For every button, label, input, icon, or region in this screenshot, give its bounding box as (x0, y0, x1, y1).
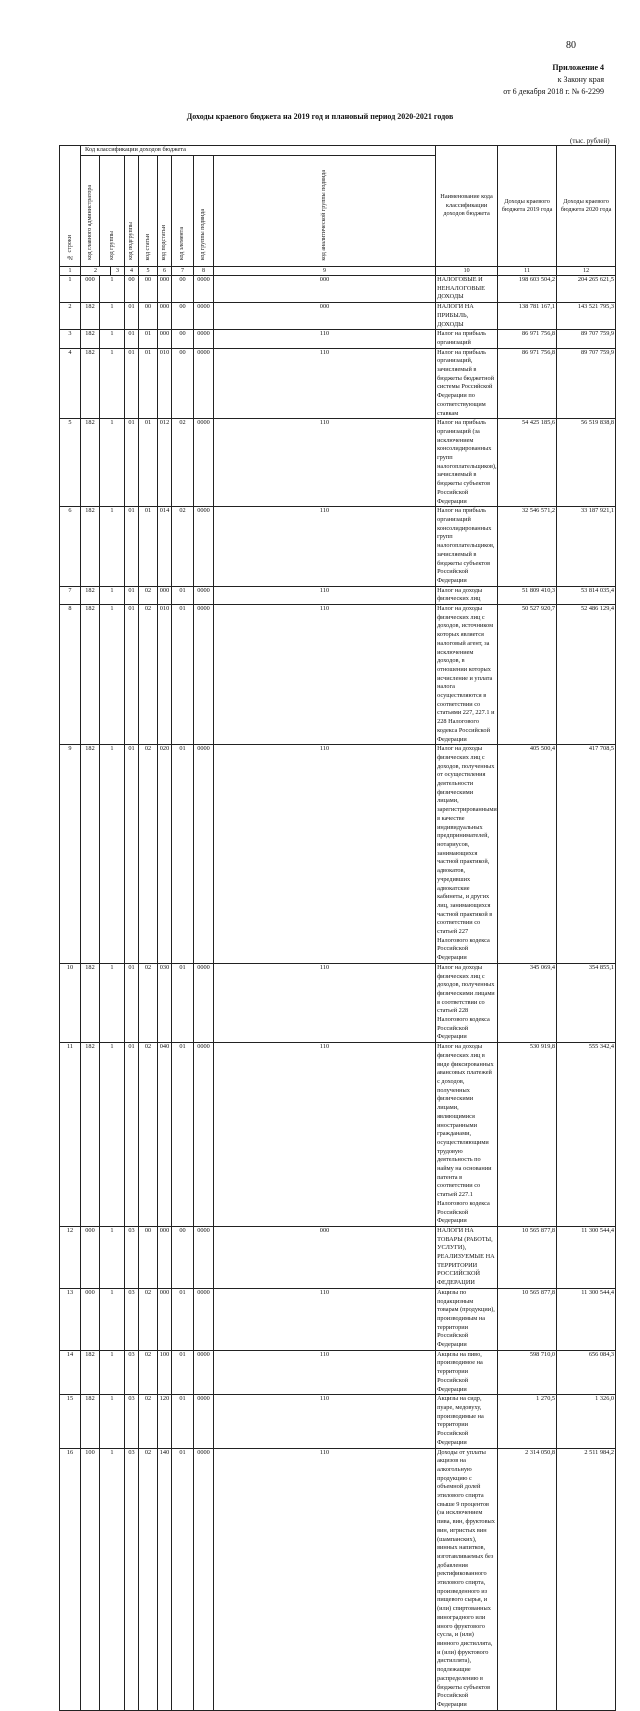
table-row (60, 1448, 616, 1710)
col-number: 2 (81, 267, 111, 276)
cell-element-code: 01 (172, 605, 194, 745)
cell-amount-2019: 32 546 571,2 (498, 507, 557, 586)
cell-amount-2019: 345 069,4 (498, 963, 557, 1042)
cell-admin-code: 182 (81, 419, 100, 507)
table-row (60, 303, 616, 330)
cell-article-code: 02 (139, 605, 158, 745)
cell-analytic-group-code: 110 (214, 507, 436, 586)
cell-subarticle-code: 000 (158, 586, 172, 604)
table-row (60, 1395, 616, 1448)
cell-row-number: 12 (60, 1226, 81, 1288)
cell-subtype-group-code: 0000 (194, 1043, 214, 1227)
cell-analytic-group-code: 000 (214, 1226, 436, 1288)
cell-subgroup-code: 01 (125, 963, 139, 1042)
page-number: 80 (566, 40, 576, 51)
cell-row-number: 7 (60, 586, 81, 604)
cell-element-code: 01 (172, 586, 194, 604)
table-row (60, 963, 616, 1042)
cell-subtype-group-code: 0000 (194, 1226, 214, 1288)
cell-amount-2019: 86 971 756,8 (498, 348, 557, 419)
header-code-group: Код классификации доходов бюджета (81, 146, 436, 156)
cell-article-code: 00 (139, 276, 158, 303)
col-number: 4 (125, 267, 139, 276)
cell-row-number: 13 (60, 1288, 81, 1350)
cell-group-code: 1 (100, 605, 125, 745)
cell-subtype-group-code: 0000 (194, 1288, 214, 1350)
cell-subgroup-code: 03 (125, 1448, 139, 1710)
cell-amount-2020: 555 342,4 (557, 1043, 616, 1227)
cell-admin-code: 182 (81, 963, 100, 1042)
cell-amount-2020: 56 519 838,8 (557, 419, 616, 507)
cell-element-code: 02 (172, 507, 194, 586)
cell-group-code: 1 (100, 419, 125, 507)
cell-group-code: 1 (100, 1350, 125, 1395)
cell-group-code: 1 (100, 1288, 125, 1350)
cell-element-code: 00 (172, 330, 194, 348)
header-subarticle-code: код подстатьи (158, 156, 172, 267)
cell-income-name: Акцизы на пиво, производимое на территории Российской Федерации (436, 1350, 498, 1395)
cell-article-code: 02 (139, 1288, 158, 1350)
cell-subgroup-code: 01 (125, 586, 139, 604)
cell-subgroup-code: 01 (125, 419, 139, 507)
col-number: 12 (557, 267, 616, 276)
cell-group-code: 1 (100, 348, 125, 419)
cell-admin-code: 000 (81, 276, 100, 303)
cell-subtype-group-code: 0000 (194, 330, 214, 348)
cell-admin-code: 182 (81, 605, 100, 745)
cell-group-code: 1 (100, 276, 125, 303)
col-number: 1 (60, 267, 81, 276)
cell-row-number: 9 (60, 745, 81, 964)
cell-admin-code: 182 (81, 303, 100, 330)
cell-subgroup-code: 00 (125, 276, 139, 303)
cell-group-code: 1 (100, 1043, 125, 1227)
cell-admin-code: 182 (81, 1395, 100, 1448)
cell-amount-2020: 33 187 921,1 (557, 507, 616, 586)
cell-amount-2020: 143 521 795,3 (557, 303, 616, 330)
cell-element-code: 01 (172, 963, 194, 1042)
cell-income-name: Налог на прибыль организаций (436, 330, 498, 348)
cell-row-number: 2 (60, 303, 81, 330)
cell-amount-2019: 51 809 410,3 (498, 586, 557, 604)
cell-subarticle-code: 120 (158, 1395, 172, 1448)
cell-amount-2019: 1 270,5 (498, 1395, 557, 1448)
cell-subtype-group-code: 0000 (194, 963, 214, 1042)
units-label: (тыс. рублей) (570, 137, 610, 145)
header-subtype-group-code: код группы подвида (194, 156, 214, 267)
col-number: 10 (436, 267, 498, 276)
appendix-line-1: к Закону края (557, 75, 604, 84)
cell-income-name: Налог на прибыль организаций консолидированных групп налогоплательщиков, зачисляемый в бюджеты субъектов Российской Федерации (436, 507, 498, 586)
cell-subtype-group-code: 0000 (194, 276, 214, 303)
cell-admin-code: 182 (81, 1043, 100, 1227)
cell-article-code: 02 (139, 1350, 158, 1395)
table-row (60, 348, 616, 419)
cell-article-code: 02 (139, 1043, 158, 1227)
cell-analytic-group-code: 110 (214, 963, 436, 1042)
cell-subarticle-code: 010 (158, 605, 172, 745)
cell-article-code: 02 (139, 1395, 158, 1448)
cell-group-code: 1 (100, 303, 125, 330)
cell-amount-2019: 405 500,4 (498, 745, 557, 964)
cell-row-number: 11 (60, 1043, 81, 1227)
header-element-code: код элемента (172, 156, 194, 267)
cell-analytic-group-code: 110 (214, 745, 436, 964)
cell-amount-2020: 417 708,5 (557, 745, 616, 964)
cell-subgroup-code: 03 (125, 1226, 139, 1288)
table-row (60, 1226, 616, 1288)
cell-income-name: Налог на прибыль организаций (за исключением консолидированных групп налогоплательщиков), зачисляемый в бюджеты субъектов Российской Федерации (436, 419, 498, 507)
cell-analytic-group-code: 110 (214, 1043, 436, 1227)
header-row-number: № строки (60, 146, 81, 267)
cell-amount-2020: 11 300 544,4 (557, 1226, 616, 1288)
cell-amount-2019: 10 565 877,8 (498, 1288, 557, 1350)
cell-amount-2019: 10 565 877,8 (498, 1226, 557, 1288)
cell-amount-2020: 656 084,3 (557, 1350, 616, 1395)
document-title: Доходы краевого бюджета на 2019 год и плановый период 2020-2021 годов (186, 112, 454, 121)
cell-amount-2020: 1 326,0 (557, 1395, 616, 1448)
cell-analytic-group-code: 110 (214, 330, 436, 348)
table-row (60, 1288, 616, 1350)
cell-subarticle-code: 000 (158, 303, 172, 330)
cell-article-code: 02 (139, 586, 158, 604)
cell-income-name: НАЛОГИ НА ПРИБЫЛЬ, ДОХОДЫ (436, 303, 498, 330)
cell-row-number: 3 (60, 330, 81, 348)
cell-subtype-group-code: 0000 (194, 1448, 214, 1710)
cell-subgroup-code: 03 (125, 1288, 139, 1350)
cell-income-name: Налог на доходы физических лиц с доходов, полученных от осуществления деятельности физическими лицами, зарегистрированными в качестве индивидуальных предпринимателей, нотариусов, занимающихся частной практикой, адвокатов, учредивших адвокатские кабинеты, и других лиц, занимающихся частной практикой в соответствии со статьей 227 Налогового кодекса Российской Федерации (436, 745, 498, 964)
cell-amount-2020: 204 265 621,5 (557, 276, 616, 303)
cell-article-code: 00 (139, 1226, 158, 1288)
cell-amount-2019: 54 425 185,6 (498, 419, 557, 507)
cell-analytic-group-code: 110 (214, 1288, 436, 1350)
cell-element-code: 01 (172, 1448, 194, 1710)
cell-income-name: Налог на доходы физических лиц в виде фиксированных авансовых платежей с доходов, полученных физическими лицами, являющимися иностранными гражданами, осуществляющими трудовую деятельность по найму на основании патента в соответствии со статьей 227.1 Налогового кодекса Российской Федерации (436, 1043, 498, 1227)
cell-row-number: 8 (60, 605, 81, 745)
cell-admin-code: 182 (81, 586, 100, 604)
col-number: 7 (172, 267, 194, 276)
cell-subgroup-code: 01 (125, 348, 139, 419)
cell-group-code: 1 (100, 963, 125, 1042)
cell-analytic-group-code: 000 (214, 303, 436, 330)
cell-element-code: 00 (172, 348, 194, 419)
cell-article-code: 01 (139, 330, 158, 348)
header-2019: Доходы краевого бюджета 2019 года (498, 146, 557, 267)
appendix-title: Приложение 4 (552, 63, 604, 72)
cell-subarticle-code: 000 (158, 1226, 172, 1288)
cell-article-code: 02 (139, 963, 158, 1042)
cell-subgroup-code: 01 (125, 303, 139, 330)
cell-row-number: 5 (60, 419, 81, 507)
cell-amount-2019: 2 314 050,8 (498, 1448, 557, 1710)
col-number: 9 (214, 267, 436, 276)
cell-subtype-group-code: 0000 (194, 303, 214, 330)
cell-subgroup-code: 01 (125, 1043, 139, 1227)
cell-income-name: Налог на прибыль организаций, зачисляемый в бюджеты бюджетной системы Российской Федерации по соответствующим ставкам (436, 348, 498, 419)
cell-income-name: Налог на доходы физических лиц (436, 586, 498, 604)
cell-subtype-group-code: 0000 (194, 507, 214, 586)
cell-amount-2020: 11 300 544,4 (557, 1288, 616, 1350)
cell-subgroup-code: 01 (125, 507, 139, 586)
cell-admin-code: 000 (81, 1288, 100, 1350)
cell-group-code: 1 (100, 1395, 125, 1448)
cell-article-code: 02 (139, 1448, 158, 1710)
col-number: 11 (498, 267, 557, 276)
cell-subgroup-code: 01 (125, 330, 139, 348)
header-group-code: код группы (100, 156, 125, 267)
cell-article-code: 00 (139, 303, 158, 330)
cell-element-code: 01 (172, 1395, 194, 1448)
cell-row-number: 10 (60, 963, 81, 1042)
cell-subtype-group-code: 0000 (194, 586, 214, 604)
appendix-line-2: от 6 декабря 2018 г. № 6-2299 (503, 87, 604, 96)
cell-analytic-group-code: 110 (214, 1350, 436, 1395)
cell-income-name: НАЛОГОВЫЕ И НЕНАЛОГОВЫЕ ДОХОДЫ (436, 276, 498, 303)
cell-group-code: 1 (100, 1226, 125, 1288)
table-row (60, 507, 616, 586)
cell-subtype-group-code: 0000 (194, 419, 214, 507)
cell-element-code: 02 (172, 419, 194, 507)
cell-element-code: 01 (172, 745, 194, 964)
cell-group-code: 1 (100, 330, 125, 348)
cell-subtype-group-code: 0000 (194, 605, 214, 745)
appendix-header (503, 62, 604, 98)
cell-group-code: 1 (100, 507, 125, 586)
cell-element-code: 00 (172, 276, 194, 303)
cell-analytic-group-code: 110 (214, 1448, 436, 1710)
cell-admin-code: 182 (81, 330, 100, 348)
cell-group-code: 1 (100, 1448, 125, 1710)
cell-row-number: 16 (60, 1448, 81, 1710)
cell-subarticle-code: 100 (158, 1350, 172, 1395)
header-2020: Доходы краевого бюджета 2020 года (557, 146, 616, 267)
cell-admin-code: 182 (81, 745, 100, 964)
table-row (60, 745, 616, 964)
cell-analytic-group-code: 000 (214, 276, 436, 303)
cell-row-number: 15 (60, 1395, 81, 1448)
table-row (60, 605, 616, 745)
cell-subtype-group-code: 0000 (194, 348, 214, 419)
table-row (60, 1350, 616, 1395)
cell-income-name: Акцизы по подакцизным товарам (продукции), производимым на территории Российской Федерации (436, 1288, 498, 1350)
cell-row-number: 6 (60, 507, 81, 586)
header-admin-code: код главного администратора (81, 156, 100, 267)
cell-group-code: 1 (100, 745, 125, 964)
cell-subarticle-code: 040 (158, 1043, 172, 1227)
cell-subarticle-code: 012 (158, 419, 172, 507)
cell-row-number: 14 (60, 1350, 81, 1395)
cell-subtype-group-code: 0000 (194, 1350, 214, 1395)
cell-element-code: 01 (172, 1350, 194, 1395)
cell-amount-2019: 598 710,0 (498, 1350, 557, 1395)
cell-amount-2020: 52 486 129,4 (557, 605, 616, 745)
cell-subtype-group-code: 0000 (194, 745, 214, 964)
cell-income-name: Акцизы на сидр, пуаре, медовуху, производимые на территории Российской Федерации (436, 1395, 498, 1448)
table-row (60, 276, 616, 303)
cell-amount-2019: 50 527 920,7 (498, 605, 557, 745)
cell-admin-code: 182 (81, 1350, 100, 1395)
cell-analytic-group-code: 110 (214, 1395, 436, 1448)
cell-subarticle-code: 014 (158, 507, 172, 586)
cell-subarticle-code: 000 (158, 276, 172, 303)
cell-subarticle-code: 000 (158, 330, 172, 348)
cell-element-code: 00 (172, 1226, 194, 1288)
cell-analytic-group-code: 110 (214, 586, 436, 604)
cell-element-code: 00 (172, 303, 194, 330)
cell-article-code: 01 (139, 419, 158, 507)
cell-group-code: 1 (100, 586, 125, 604)
header-name: Наименование кода классификации доходов бюджета (436, 146, 498, 267)
cell-article-code: 02 (139, 745, 158, 964)
cell-amount-2019: 198 603 504,2 (498, 276, 557, 303)
cell-amount-2020: 89 707 759,9 (557, 330, 616, 348)
cell-subgroup-code: 01 (125, 745, 139, 964)
cell-analytic-group-code: 110 (214, 605, 436, 745)
cell-subgroup-code: 03 (125, 1350, 139, 1395)
table-row (60, 330, 616, 348)
cell-row-number: 1 (60, 276, 81, 303)
cell-amount-2020: 354 855,1 (557, 963, 616, 1042)
cell-subarticle-code: 020 (158, 745, 172, 964)
cell-analytic-group-code: 110 (214, 419, 436, 507)
cell-amount-2020: 89 707 759,9 (557, 348, 616, 419)
cell-admin-code: 182 (81, 507, 100, 586)
table-row (60, 419, 616, 507)
cell-subarticle-code: 030 (158, 963, 172, 1042)
cell-income-name: Налог на доходы физических лиц с доходов, источником которых является налоговый агент, за исключением доходов, в отношении которых исчисление и уплата налога осуществляются в соответствии со статьями 227, 227.1 и 228 Налогового кодекса Российской Федерации (436, 605, 498, 745)
cell-subarticle-code: 140 (158, 1448, 172, 1710)
cell-row-number: 4 (60, 348, 81, 419)
cell-admin-code: 100 (81, 1448, 100, 1710)
col-number: 3 (111, 267, 125, 276)
cell-income-name: Доходы от уплаты акцизов на алкогольную продукцию с объемной долей этилового спирта свыше 9 процентов (за исключением пива, вин, фруктовых вин, игристых вин (шампанских), винных напитков, изготавливаемых без добавления ректификованного этилового спирта, произведенного из пищевого сырья, и (или) спиртованных виноградного или иного фруктового сусла, и (или) винного дистиллята, и (или) фруктового дистиллята), подлежащие распределению в бюджеты субъектов Российской Федерации (436, 1448, 498, 1710)
header-subgroup-code: код подгруппы (125, 156, 139, 267)
column-numbers-row (60, 267, 616, 276)
cell-subarticle-code: 010 (158, 348, 172, 419)
cell-amount-2019: 530 919,8 (498, 1043, 557, 1227)
cell-analytic-group-code: 110 (214, 348, 436, 419)
cell-amount-2019: 138 781 167,1 (498, 303, 557, 330)
cell-article-code: 01 (139, 507, 158, 586)
cell-admin-code: 182 (81, 348, 100, 419)
budget-table (59, 145, 616, 1711)
table-row (60, 586, 616, 604)
table-row (60, 1043, 616, 1227)
cell-article-code: 01 (139, 348, 158, 419)
col-number: 8 (194, 267, 214, 276)
cell-element-code: 01 (172, 1288, 194, 1350)
cell-amount-2019: 86 971 756,8 (498, 330, 557, 348)
col-number: 5 (139, 267, 158, 276)
cell-subgroup-code: 03 (125, 1395, 139, 1448)
cell-amount-2020: 53 814 035,4 (557, 586, 616, 604)
cell-subgroup-code: 01 (125, 605, 139, 745)
header-analytic-group-code: код аналитической группы подвида (214, 156, 436, 267)
cell-subarticle-code: 000 (158, 1288, 172, 1350)
cell-amount-2020: 2 511 984,2 (557, 1448, 616, 1710)
cell-admin-code: 000 (81, 1226, 100, 1288)
cell-income-name: Налог на доходы физических лиц с доходов, полученных физическими лицами в соответствии со статьей 228 Налогового кодекса Российской Федерации (436, 963, 498, 1042)
col-number: 6 (158, 267, 172, 276)
header-article-code: код статьи (139, 156, 158, 267)
cell-element-code: 01 (172, 1043, 194, 1227)
cell-income-name: НАЛОГИ НА ТОВАРЫ (РАБОТЫ, УСЛУГИ), РЕАЛИЗУЕМЫЕ НА ТЕРРИТОРИИ РОССИЙСКОЙ ФЕДЕРАЦИИ (436, 1226, 498, 1288)
cell-subtype-group-code: 0000 (194, 1395, 214, 1448)
